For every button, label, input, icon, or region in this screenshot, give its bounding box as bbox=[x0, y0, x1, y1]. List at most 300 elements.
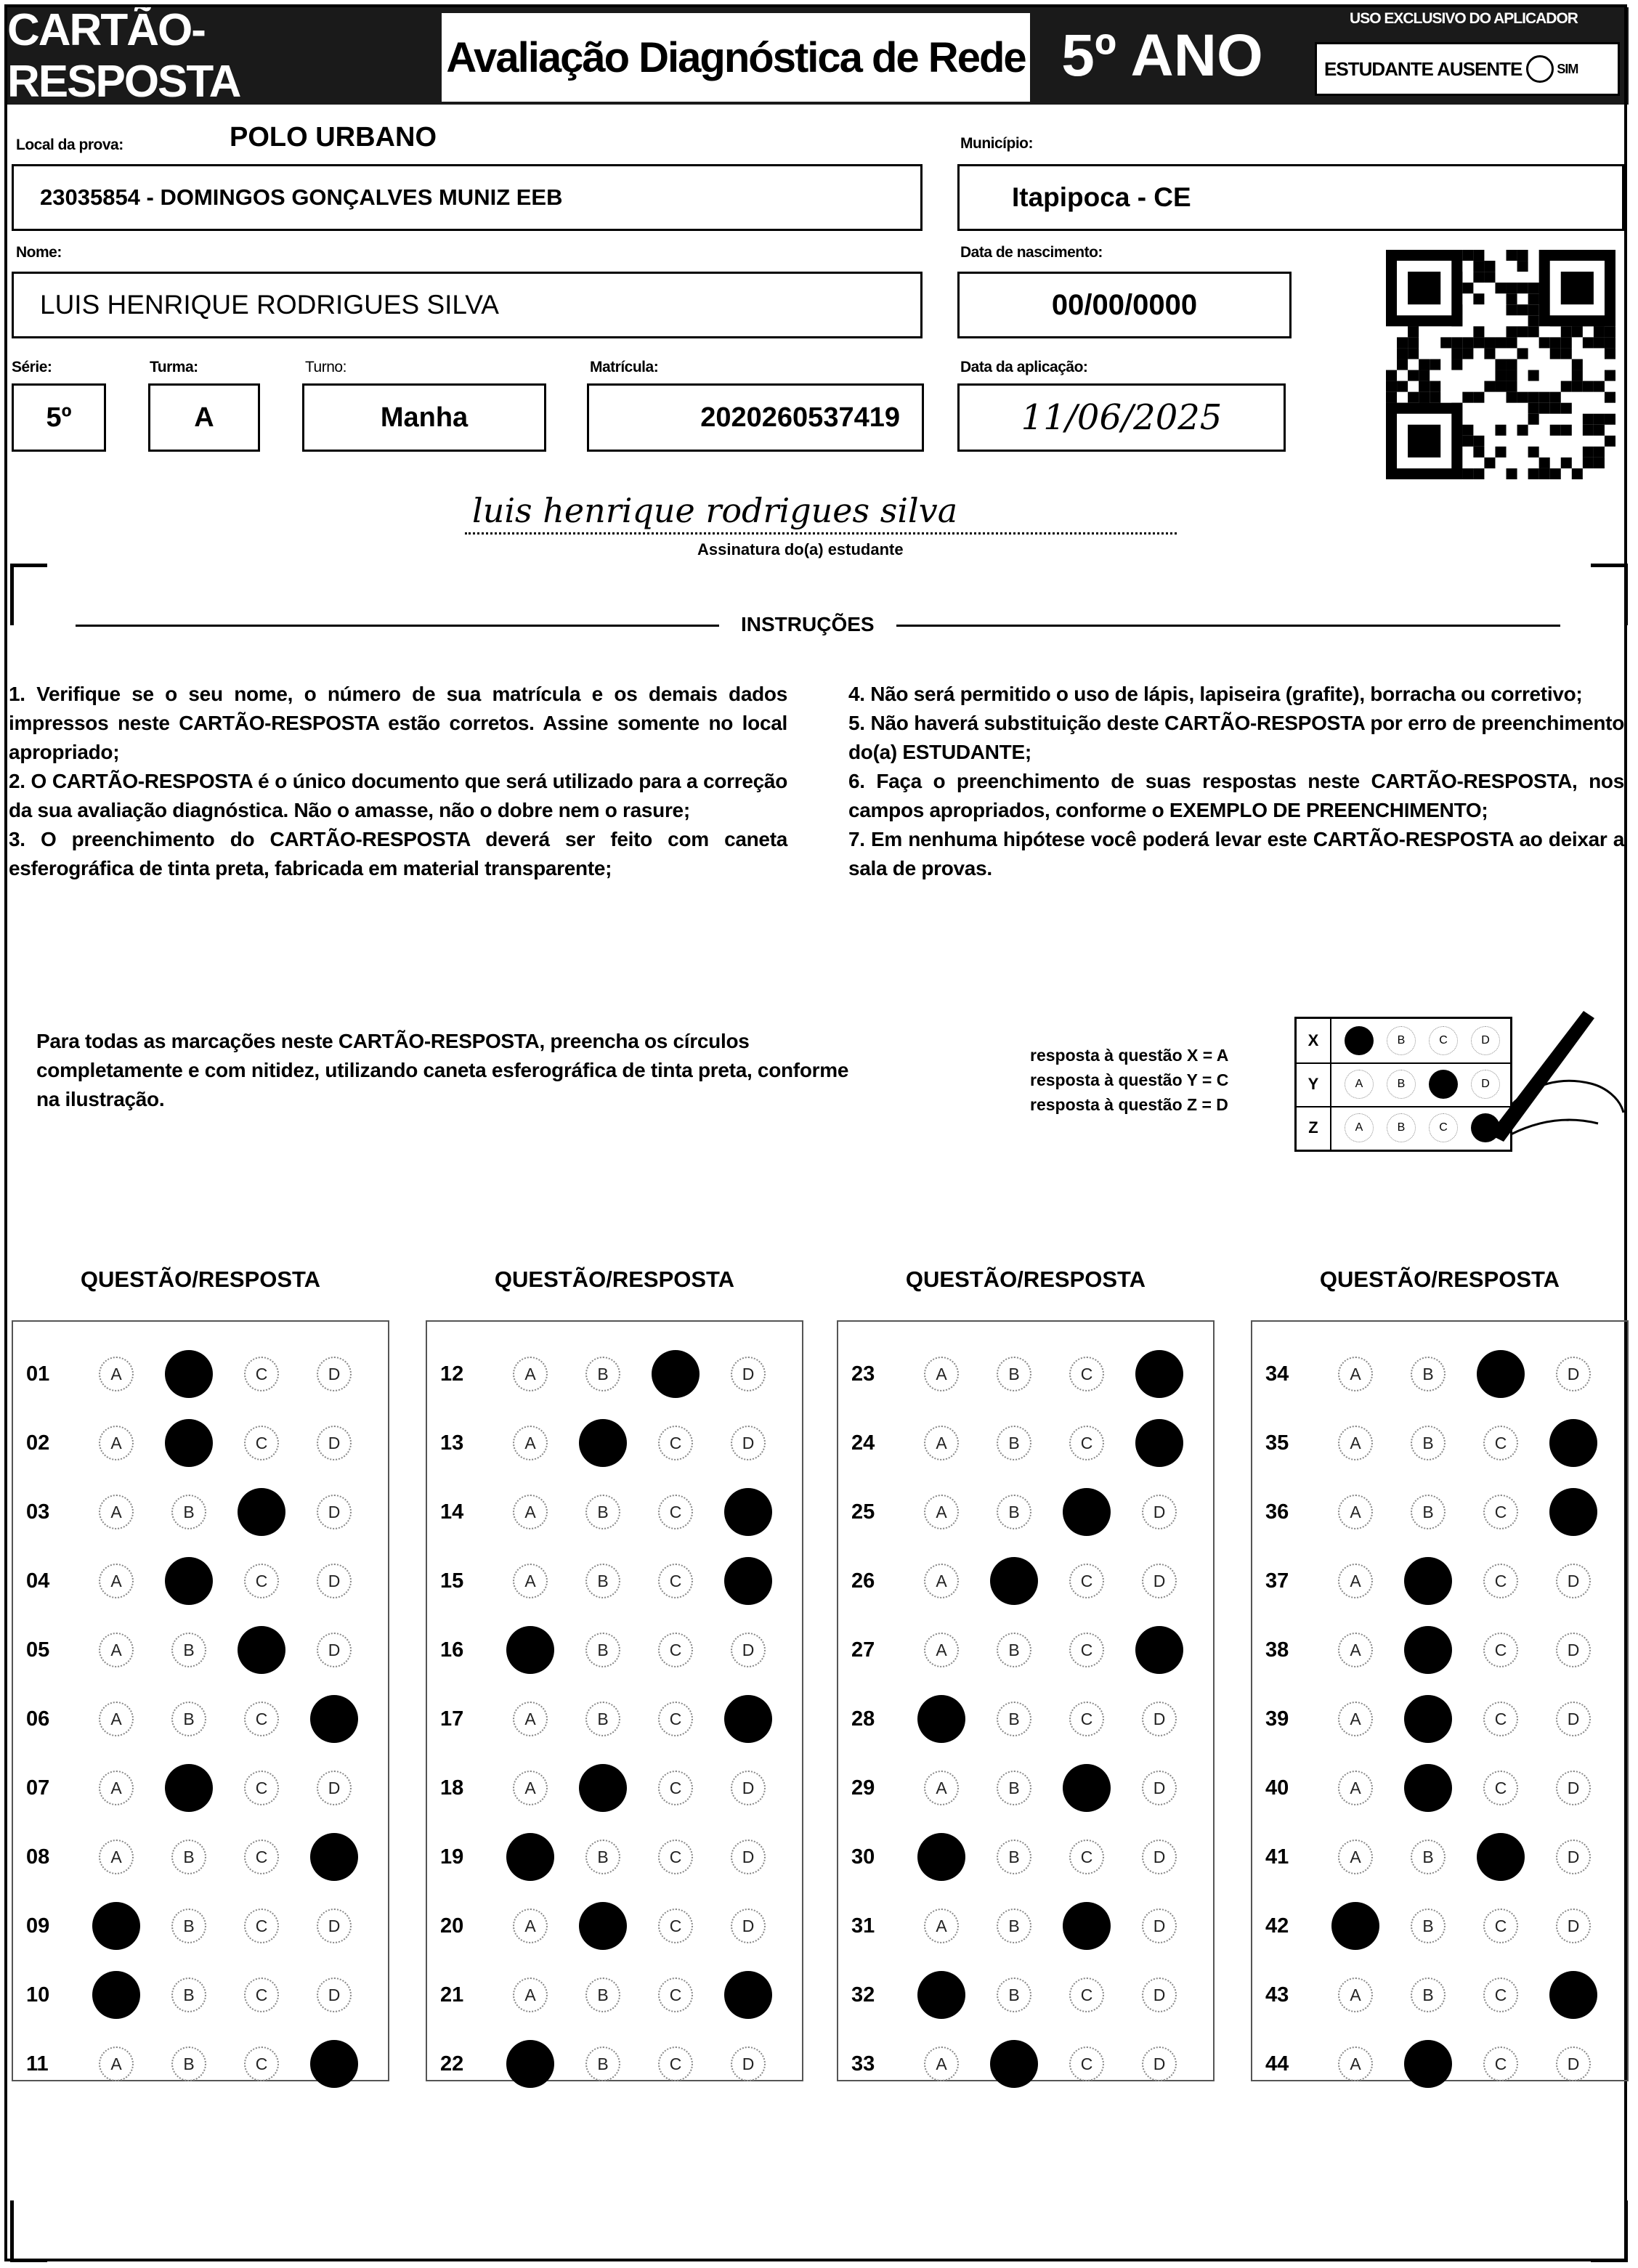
example-option-b: B bbox=[1387, 1113, 1416, 1142]
question-number: 07 bbox=[26, 1776, 50, 1800]
answer-bubble-06-d[interactable] bbox=[310, 1695, 358, 1743]
answer-bubble-36-d[interactable] bbox=[1549, 1488, 1597, 1536]
answer-bubble-27-a[interactable]: A bbox=[924, 1633, 959, 1667]
question-number: 10 bbox=[26, 1983, 50, 2007]
question-number: 11 bbox=[26, 2052, 49, 2076]
question-row-08 bbox=[26, 1840, 389, 1874]
answer-bubble-07-d[interactable]: D bbox=[317, 1771, 352, 1805]
absent-student-label: ESTUDANTE AUSENTE bbox=[1324, 57, 1523, 80]
question-answer-header: QUESTÃO/RESPOSTA bbox=[494, 1267, 735, 1292]
answer-bubble-14-a[interactable]: A bbox=[513, 1495, 548, 1529]
answer-bubble-21-a[interactable]: A bbox=[513, 1978, 548, 2012]
answer-bubble-44-b[interactable] bbox=[1404, 2040, 1452, 2088]
question-row-10 bbox=[26, 1978, 389, 2012]
answer-bubble-41-a[interactable]: A bbox=[1338, 1840, 1373, 1874]
example-legend-x: resposta à questão X = A bbox=[1030, 1046, 1229, 1065]
answer-bubble-15-c[interactable]: C bbox=[658, 1564, 693, 1598]
question-number: 26 bbox=[851, 1569, 875, 1593]
question-row-23 bbox=[851, 1357, 1215, 1391]
answer-bubble-09-d[interactable]: D bbox=[317, 1909, 352, 1943]
instruction-4: 4. Não será permitido o uso de lápis, lapiseira (grafite), borracha ou corretivo; bbox=[848, 683, 1583, 705]
answer-bubble-38-a[interactable]: A bbox=[1338, 1633, 1373, 1667]
answer-bubble-11-b[interactable]: B bbox=[171, 2047, 206, 2081]
answer-bubble-11-c[interactable]: C bbox=[244, 2047, 279, 2081]
answer-bubble-34-c[interactable] bbox=[1477, 1350, 1525, 1398]
answer-bubble-12-c[interactable] bbox=[652, 1350, 700, 1398]
example-legend bbox=[1030, 1043, 1228, 1117]
question-row-22 bbox=[440, 2047, 803, 2081]
answer-bubble-35-a[interactable]: A bbox=[1338, 1426, 1373, 1460]
question-number: 15 bbox=[440, 1569, 464, 1593]
answer-bubble-33-b[interactable] bbox=[990, 2040, 1038, 2088]
pen-hand-icon bbox=[1482, 996, 1627, 1156]
answer-bubble-12-a[interactable]: A bbox=[513, 1357, 548, 1391]
answer-bubble-04-a[interactable]: A bbox=[99, 1564, 134, 1598]
answer-bubble-28-a[interactable] bbox=[917, 1695, 965, 1743]
question-row-38 bbox=[1265, 1633, 1629, 1667]
answer-bubble-09-c[interactable]: C bbox=[244, 1909, 279, 1943]
answer-bubble-29-a[interactable]: A bbox=[924, 1771, 959, 1805]
answer-bubble-22-d[interactable]: D bbox=[731, 2047, 766, 2081]
answer-bubble-34-b[interactable]: B bbox=[1411, 1357, 1446, 1391]
answer-bubble-23-d[interactable] bbox=[1135, 1350, 1183, 1398]
answer-bubble-04-b[interactable] bbox=[165, 1557, 213, 1605]
answer-bubble-13-d[interactable]: D bbox=[731, 1426, 766, 1460]
answer-bubble-04-d[interactable]: D bbox=[317, 1564, 352, 1598]
answer-bubble-37-d[interactable]: D bbox=[1556, 1564, 1591, 1598]
answer-bubble-24-d[interactable] bbox=[1135, 1419, 1183, 1467]
answer-bubble-32-b[interactable]: B bbox=[997, 1978, 1031, 2012]
question-number: 33 bbox=[851, 2052, 875, 2076]
question-number: 17 bbox=[440, 1707, 464, 1731]
example-row-x bbox=[1297, 1019, 1510, 1064]
answer-bubble-23-a[interactable]: A bbox=[924, 1357, 959, 1391]
answer-bubble-20-b[interactable] bbox=[579, 1902, 627, 1950]
answer-bubble-01-a[interactable]: A bbox=[99, 1357, 134, 1391]
answer-bubble-26-d[interactable]: D bbox=[1142, 1564, 1177, 1598]
question-row-37 bbox=[1265, 1564, 1629, 1598]
example-option-c bbox=[1429, 1070, 1458, 1099]
answer-bubble-42-c[interactable]: C bbox=[1483, 1909, 1518, 1943]
answer-bubble-26-a[interactable]: A bbox=[924, 1564, 959, 1598]
answer-bubble-24-b[interactable]: B bbox=[997, 1426, 1031, 1460]
answer-bubble-09-a[interactable] bbox=[92, 1902, 140, 1950]
question-number: 02 bbox=[26, 1431, 50, 1455]
signature-line: luis henrique rodrigues silva bbox=[465, 491, 1177, 535]
answer-bubble-16-b[interactable]: B bbox=[585, 1633, 620, 1667]
answer-bubble-22-a[interactable] bbox=[506, 2040, 554, 2088]
answer-bubble-42-d[interactable]: D bbox=[1556, 1909, 1591, 1943]
answer-bubble-14-d[interactable] bbox=[724, 1488, 772, 1536]
answer-bubble-09-b[interactable]: B bbox=[171, 1909, 206, 1943]
question-number: 09 bbox=[26, 1914, 50, 1938]
marking-instruction: Para todas as marcações neste CARTÃO-RESPOSTA, preencha os círculos completamente e com nitidez, utilizando caneta esferográfica de tinta preta, conforme na ilustração. bbox=[36, 1030, 849, 1110]
answer-bubble-37-b[interactable] bbox=[1404, 1557, 1452, 1605]
question-row-40 bbox=[1265, 1771, 1629, 1805]
question-number: 22 bbox=[440, 2052, 464, 2076]
answer-bubble-10-d[interactable]: D bbox=[317, 1978, 352, 2012]
answer-bubble-13-c[interactable]: C bbox=[658, 1426, 693, 1460]
answer-bubble-18-a[interactable]: A bbox=[513, 1771, 548, 1805]
answer-bubble-36-a[interactable]: A bbox=[1338, 1495, 1373, 1529]
answer-bubble-18-d[interactable]: D bbox=[731, 1771, 766, 1805]
question-row-27 bbox=[851, 1633, 1215, 1667]
answer-bubble-06-b[interactable]: B bbox=[171, 1702, 206, 1736]
question-row-36 bbox=[1265, 1495, 1629, 1529]
answer-bubble-21-b[interactable]: B bbox=[585, 1978, 620, 2012]
corner-mark-top-right bbox=[1591, 564, 1628, 625]
question-row-31 bbox=[851, 1909, 1215, 1943]
question-number: 44 bbox=[1265, 2052, 1289, 2076]
answer-bubble-01-c[interactable]: C bbox=[244, 1357, 279, 1391]
question-row-05 bbox=[26, 1633, 389, 1667]
answer-bubble-30-b[interactable]: B bbox=[997, 1840, 1031, 1874]
answer-bubble-35-d[interactable] bbox=[1549, 1419, 1597, 1467]
qr-code-icon bbox=[1386, 250, 1615, 479]
question-row-15 bbox=[440, 1564, 803, 1598]
question-number: 06 bbox=[26, 1707, 50, 1731]
question-number: 19 bbox=[440, 1845, 464, 1869]
answer-bubble-34-d[interactable]: D bbox=[1556, 1357, 1591, 1391]
answer-bubble-38-c[interactable]: C bbox=[1483, 1633, 1518, 1667]
question-number: 30 bbox=[851, 1845, 875, 1869]
question-number: 38 bbox=[1265, 1638, 1289, 1662]
answer-bubble-39-d[interactable]: D bbox=[1556, 1702, 1591, 1736]
application-date-field: 11/06/2025 bbox=[957, 383, 1286, 452]
birthdate-label: Data de nascimento: bbox=[960, 244, 1103, 261]
question-row-34 bbox=[1265, 1357, 1629, 1391]
grade-label: 5º ANO bbox=[1061, 23, 1263, 89]
answer-bubble-39-a[interactable]: A bbox=[1338, 1702, 1373, 1736]
answer-bubble-33-a[interactable]: A bbox=[924, 2047, 959, 2081]
answer-bubble-20-d[interactable]: D bbox=[731, 1909, 766, 1943]
nome-field: LUIS HENRIQUE RODRIGUES SILVA bbox=[12, 272, 923, 338]
example-option-c: C bbox=[1429, 1026, 1458, 1055]
question-row-26 bbox=[851, 1564, 1215, 1598]
answer-bubble-02-c[interactable]: C bbox=[244, 1426, 279, 1460]
answer-bubble-44-d[interactable]: D bbox=[1556, 2047, 1591, 2081]
answer-bubble-11-d[interactable] bbox=[310, 2040, 358, 2088]
answer-bubble-32-d[interactable]: D bbox=[1142, 1978, 1177, 2012]
answer-bubble-13-b[interactable] bbox=[579, 1419, 627, 1467]
answer-bubble-31-c[interactable] bbox=[1063, 1902, 1111, 1950]
answer-bubble-31-d[interactable]: D bbox=[1142, 1909, 1177, 1943]
answer-bubble-25-b[interactable]: B bbox=[997, 1495, 1031, 1529]
question-row-33 bbox=[851, 2047, 1215, 2081]
question-row-39 bbox=[1265, 1702, 1629, 1736]
answer-bubble-03-a[interactable]: A bbox=[99, 1495, 134, 1529]
fill-example-grid bbox=[1294, 1017, 1512, 1152]
question-number: 32 bbox=[851, 1983, 875, 2007]
instructions-left bbox=[9, 680, 787, 883]
answer-bubble-25-c[interactable] bbox=[1063, 1488, 1111, 1536]
answer-bubble-39-b[interactable] bbox=[1404, 1695, 1452, 1743]
answer-bubble-21-c[interactable]: C bbox=[658, 1978, 693, 2012]
turno-field: Manha bbox=[302, 383, 546, 452]
question-row-03 bbox=[26, 1495, 389, 1529]
instruction-3: 3. O preenchimento do CARTÃO-RESPOSTA deverá ser feito com caneta esferográfica de tinta preta, fabricada em material transparente; bbox=[9, 828, 787, 879]
question-row-14 bbox=[440, 1495, 803, 1529]
serie-label: Série: bbox=[12, 359, 52, 375]
question-row-28 bbox=[851, 1702, 1215, 1736]
matricula-field: 2020260537419 bbox=[587, 383, 924, 452]
local-value: POLO URBANO bbox=[230, 122, 437, 153]
question-row-01 bbox=[26, 1357, 389, 1391]
answer-bubble-12-b[interactable]: B bbox=[585, 1357, 620, 1391]
question-row-32 bbox=[851, 1978, 1215, 2012]
answer-bubble-42-b[interactable]: B bbox=[1411, 1909, 1446, 1943]
question-answer-header: QUESTÃO/RESPOSTA bbox=[80, 1267, 321, 1292]
answer-bubble-40-a[interactable]: A bbox=[1338, 1771, 1373, 1805]
answer-bubble-13-a[interactable]: A bbox=[513, 1426, 548, 1460]
answer-bubble-42-a[interactable] bbox=[1331, 1902, 1379, 1950]
answer-bubble-17-d[interactable] bbox=[724, 1695, 772, 1743]
answer-bubble-28-b[interactable]: B bbox=[997, 1702, 1031, 1736]
answer-bubble-26-b[interactable] bbox=[990, 1557, 1038, 1605]
question-number: 39 bbox=[1265, 1707, 1289, 1731]
example-option-b: B bbox=[1387, 1026, 1416, 1055]
exam-name: Avaliação Diagnóstica de Rede bbox=[442, 13, 1030, 102]
question-number: 29 bbox=[851, 1776, 875, 1800]
municipio-label: Município: bbox=[960, 135, 1033, 152]
answer-bubble-12-d[interactable]: D bbox=[731, 1357, 766, 1391]
answer-bubble-20-a[interactable]: A bbox=[513, 1909, 548, 1943]
example-question-label: Y bbox=[1297, 1062, 1331, 1106]
answer-bubble-07-b[interactable] bbox=[165, 1764, 213, 1812]
answer-bubble-39-c[interactable]: C bbox=[1483, 1702, 1518, 1736]
question-number: 14 bbox=[440, 1500, 464, 1524]
answer-bubble-03-d[interactable]: D bbox=[317, 1495, 352, 1529]
answer-bubble-41-d[interactable]: D bbox=[1556, 1840, 1591, 1874]
example-option-d: D bbox=[1471, 1026, 1500, 1055]
answer-bubble-05-c[interactable] bbox=[238, 1626, 285, 1674]
answer-bubble-36-b[interactable]: B bbox=[1411, 1495, 1446, 1529]
answer-bubble-44-a[interactable]: A bbox=[1338, 2047, 1373, 2081]
answer-bubble-08-b[interactable]: B bbox=[171, 1840, 206, 1874]
example-row-y bbox=[1297, 1062, 1510, 1107]
answer-bubble-05-a[interactable]: A bbox=[99, 1633, 134, 1667]
answer-bubble-06-a[interactable]: A bbox=[99, 1702, 134, 1736]
nome-label: Nome: bbox=[16, 244, 62, 261]
question-row-21 bbox=[440, 1978, 803, 2012]
answer-bubble-33-d[interactable]: D bbox=[1142, 2047, 1177, 2081]
question-row-13 bbox=[440, 1426, 803, 1460]
answer-bubble-22-b[interactable]: B bbox=[585, 2047, 620, 2081]
answer-bubble-30-d[interactable]: D bbox=[1142, 1840, 1177, 1874]
instruction-2: 2. O CARTÃO-RESPOSTA é o único documento que será utilizado para a correção da sua avaliação diagnóstica. Não o amasse, não o dobre nem o rasure; bbox=[9, 770, 787, 821]
instructions-right bbox=[848, 680, 1624, 883]
answer-bubble-32-a[interactable] bbox=[917, 1971, 965, 2019]
example-legend-z: resposta à questão Z = D bbox=[1030, 1095, 1228, 1114]
question-row-09 bbox=[26, 1909, 389, 1943]
answer-bubble-24-a[interactable]: A bbox=[924, 1426, 959, 1460]
answer-bubble-28-c[interactable]: C bbox=[1069, 1702, 1104, 1736]
answer-bubble-16-a[interactable] bbox=[506, 1626, 554, 1674]
answer-bubble-44-c[interactable]: C bbox=[1483, 2047, 1518, 2081]
question-answer-header: QUESTÃO/RESPOSTA bbox=[1319, 1267, 1560, 1292]
answer-bubble-26-c[interactable]: C bbox=[1069, 1564, 1104, 1598]
question-row-11 bbox=[26, 2047, 389, 2081]
answer-bubble-31-b[interactable]: B bbox=[997, 1909, 1031, 1943]
answer-bubble-33-c[interactable]: C bbox=[1069, 2047, 1104, 2081]
question-row-04 bbox=[26, 1564, 389, 1598]
turma-label: Turma: bbox=[150, 359, 198, 375]
question-number: 04 bbox=[26, 1569, 50, 1593]
example-option-a bbox=[1345, 1026, 1374, 1055]
question-number: 12 bbox=[440, 1362, 464, 1386]
instruction-1: 1. Verifique se o seu nome, o número de sua matrícula e os demais dados impressos neste CARTÃO-RESPOSTA estão corretos. Assine somente no local apropriado; bbox=[9, 683, 787, 763]
question-number: 36 bbox=[1265, 1500, 1289, 1524]
answer-bubble-35-c[interactable]: C bbox=[1483, 1426, 1518, 1460]
answer-bubble-22-c[interactable]: C bbox=[658, 2047, 693, 2081]
answer-bubble-19-d[interactable]: D bbox=[731, 1840, 766, 1874]
answer-bubble-21-d[interactable] bbox=[724, 1971, 772, 2019]
answer-bubble-30-a[interactable] bbox=[917, 1833, 965, 1881]
answer-bubble-01-d[interactable]: D bbox=[317, 1357, 352, 1391]
answer-bubble-02-d[interactable]: D bbox=[317, 1426, 352, 1460]
answer-bubble-19-c[interactable]: C bbox=[658, 1840, 693, 1874]
question-number: 13 bbox=[440, 1431, 464, 1455]
serie-field: 5º bbox=[12, 383, 106, 452]
answer-bubble-30-c[interactable]: C bbox=[1069, 1840, 1104, 1874]
answer-bubble-14-b[interactable]: B bbox=[585, 1495, 620, 1529]
answer-bubble-29-c[interactable] bbox=[1063, 1764, 1111, 1812]
answer-bubble-40-d[interactable]: D bbox=[1556, 1771, 1591, 1805]
answer-bubble-11-a[interactable]: A bbox=[99, 2047, 134, 2081]
answer-bubble-05-d[interactable]: D bbox=[317, 1633, 352, 1667]
answer-bubble-34-a[interactable]: A bbox=[1338, 1357, 1373, 1391]
answer-bubble-32-c[interactable]: C bbox=[1069, 1978, 1104, 2012]
answer-bubble-04-c[interactable]: C bbox=[244, 1564, 279, 1598]
answer-bubble-07-a[interactable]: A bbox=[99, 1771, 134, 1805]
answer-bubble-19-b[interactable]: B bbox=[585, 1840, 620, 1874]
answer-bubble-36-c[interactable]: C bbox=[1483, 1495, 1518, 1529]
question-row-07 bbox=[26, 1771, 389, 1805]
answer-bubble-41-b[interactable]: B bbox=[1411, 1840, 1446, 1874]
answer-bubble-17-b[interactable]: B bbox=[585, 1702, 620, 1736]
answer-bubble-40-c[interactable]: C bbox=[1483, 1771, 1518, 1805]
answer-bubble-43-c[interactable]: C bbox=[1483, 1978, 1518, 2012]
answer-bubble-29-d[interactable]: D bbox=[1142, 1771, 1177, 1805]
turno-label: Turno: bbox=[305, 359, 346, 375]
answer-bubble-29-b[interactable]: B bbox=[997, 1771, 1031, 1805]
signature-label: Assinatura do(a) estudante bbox=[697, 540, 904, 558]
question-number: 03 bbox=[26, 1500, 50, 1524]
answer-bubble-43-d[interactable] bbox=[1549, 1971, 1597, 2019]
answer-bubble-15-d[interactable] bbox=[724, 1557, 772, 1605]
question-row-25 bbox=[851, 1495, 1215, 1529]
answer-bubble-43-a[interactable]: A bbox=[1338, 1978, 1373, 2012]
instruction-5: 5. Não haverá substituição deste CARTÃO-RESPOSTA por erro de preenchimento do(a) ESTUDANTE; bbox=[848, 712, 1624, 763]
answer-bubble-06-c[interactable]: C bbox=[244, 1702, 279, 1736]
answer-bubble-02-a[interactable]: A bbox=[99, 1426, 134, 1460]
answer-bubble-10-a[interactable] bbox=[92, 1971, 140, 2019]
example-legend-y: resposta à questão Y = C bbox=[1030, 1070, 1229, 1089]
answer-bubble-38-b[interactable] bbox=[1404, 1626, 1452, 1674]
answer-bubble-25-d[interactable]: D bbox=[1142, 1495, 1177, 1529]
question-number: 25 bbox=[851, 1500, 875, 1524]
example-question-label: X bbox=[1297, 1019, 1331, 1062]
answer-bubble-05-b[interactable]: B bbox=[171, 1633, 206, 1667]
answer-bubble-27-b[interactable]: B bbox=[997, 1633, 1031, 1667]
corner-mark-bottom-right bbox=[1591, 2200, 1628, 2262]
question-row-30 bbox=[851, 1840, 1215, 1874]
question-number: 20 bbox=[440, 1914, 464, 1938]
answer-bubble-24-c[interactable]: C bbox=[1069, 1426, 1104, 1460]
question-number: 41 bbox=[1265, 1845, 1289, 1869]
answer-bubble-17-c[interactable]: C bbox=[658, 1702, 693, 1736]
answer-bubble-18-b[interactable] bbox=[579, 1764, 627, 1812]
card-title: CARTÃO-RESPOSTA bbox=[7, 5, 240, 107]
answer-bubble-27-c[interactable]: C bbox=[1069, 1633, 1104, 1667]
answer-bubble-43-b[interactable]: B bbox=[1411, 1978, 1446, 2012]
answer-bubble-31-a[interactable]: A bbox=[924, 1909, 959, 1943]
answer-bubble-25-a[interactable]: A bbox=[924, 1495, 959, 1529]
answer-bubble-23-b[interactable]: B bbox=[997, 1357, 1031, 1391]
example-option-a: A bbox=[1345, 1070, 1374, 1099]
question-number: 18 bbox=[440, 1776, 464, 1800]
answer-bubble-37-a[interactable]: A bbox=[1338, 1564, 1373, 1598]
question-row-20 bbox=[440, 1909, 803, 1943]
answer-bubble-41-c[interactable] bbox=[1477, 1833, 1525, 1881]
turma-field: A bbox=[148, 383, 260, 452]
answer-bubble-38-d[interactable]: D bbox=[1556, 1633, 1591, 1667]
answer-bubble-07-c[interactable]: C bbox=[244, 1771, 279, 1805]
answer-bubble-10-b[interactable]: B bbox=[171, 1978, 206, 2012]
answer-bubble-40-b[interactable] bbox=[1404, 1764, 1452, 1812]
question-row-02 bbox=[26, 1426, 389, 1460]
answer-bubble-35-b[interactable]: B bbox=[1411, 1426, 1446, 1460]
example-row-z bbox=[1297, 1106, 1510, 1150]
example-option-c: C bbox=[1429, 1113, 1458, 1142]
answer-bubble-20-c[interactable]: C bbox=[658, 1909, 693, 1943]
answer-bubble-14-c[interactable]: C bbox=[658, 1495, 693, 1529]
answer-bubble-16-d[interactable]: D bbox=[731, 1633, 766, 1667]
answer-bubble-15-b[interactable]: B bbox=[585, 1564, 620, 1598]
answer-bubble-03-b[interactable]: B bbox=[171, 1495, 206, 1529]
question-number: 42 bbox=[1265, 1914, 1289, 1938]
application-date-label: Data da aplicação: bbox=[960, 359, 1088, 375]
answer-bubble-15-a[interactable]: A bbox=[513, 1564, 548, 1598]
question-row-19 bbox=[440, 1840, 803, 1874]
answer-bubble-28-d[interactable]: D bbox=[1142, 1702, 1177, 1736]
answer-bubble-02-b[interactable] bbox=[165, 1419, 213, 1467]
answer-bubble-03-c[interactable] bbox=[238, 1488, 285, 1536]
answer-bubble-08-a[interactable]: A bbox=[99, 1840, 134, 1874]
question-number: 34 bbox=[1265, 1362, 1289, 1386]
question-row-44 bbox=[1265, 2047, 1629, 2081]
question-number: 28 bbox=[851, 1707, 875, 1731]
answer-bubble-23-c[interactable]: C bbox=[1069, 1357, 1104, 1391]
answer-bubble-08-c[interactable]: C bbox=[244, 1840, 279, 1874]
question-row-06 bbox=[26, 1702, 389, 1736]
answer-bubble-18-c[interactable]: C bbox=[658, 1771, 693, 1805]
answer-bubble-08-d[interactable] bbox=[310, 1833, 358, 1881]
answer-bubble-10-c[interactable]: C bbox=[244, 1978, 279, 2012]
answer-bubble-17-a[interactable]: A bbox=[513, 1702, 548, 1736]
answer-bubble-19-a[interactable] bbox=[506, 1833, 554, 1881]
question-row-29 bbox=[851, 1771, 1215, 1805]
answer-bubble-16-c[interactable]: C bbox=[658, 1633, 693, 1667]
answer-bubble-37-c[interactable]: C bbox=[1483, 1564, 1518, 1598]
question-number: 31 bbox=[851, 1914, 875, 1938]
question-number: 23 bbox=[851, 1362, 875, 1386]
question-number: 40 bbox=[1265, 1776, 1289, 1800]
answer-bubble-27-d[interactable] bbox=[1135, 1626, 1183, 1674]
birthdate-field: 00/00/0000 bbox=[957, 272, 1292, 338]
question-number: 01 bbox=[26, 1362, 50, 1386]
answer-bubble-01-b[interactable] bbox=[165, 1350, 213, 1398]
